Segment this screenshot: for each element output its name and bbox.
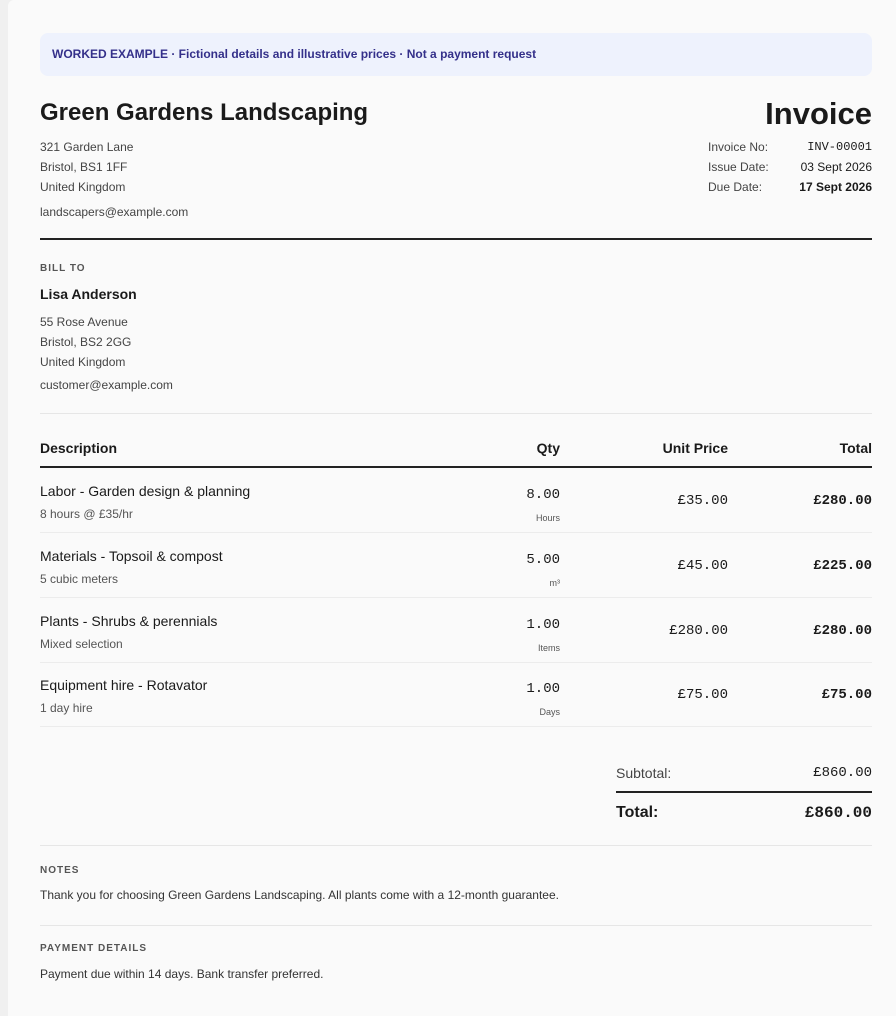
notes-label: NOTES [40,865,80,876]
summary-divider [40,845,872,846]
issue-date-label: Issue Date: [708,160,769,174]
total-header: Total [839,440,872,456]
subtotal-label: Subtotal: [616,765,672,781]
due-date-label: Due Date: [708,180,763,194]
table-row [40,662,872,727]
unit-price-header: Unit Price [662,440,728,456]
invoice-page [8,0,896,1016]
company-address-line: 321 Garden Lane [40,140,134,154]
item-description: Labor - Garden design & planning [40,483,251,499]
item-unit-price: £45.00 [677,558,728,574]
header-divider [40,238,872,240]
item-detail: 5 cubic meters [40,572,119,586]
issue-date-value: 03 Sept 2026 [800,160,872,174]
notes-divider [40,925,872,926]
item-total: £280.00 [813,493,872,509]
worked-example-banner: WORKED EXAMPLE · Fictional details and illustrative prices · Not a payment request [40,33,872,76]
item-description: Plants - Shrubs & perennials [40,613,218,629]
table-row [40,533,872,598]
item-qty: 1.00 [526,681,560,697]
total-value: £860.00 [804,804,872,822]
customer-email: customer@example.com [40,378,173,392]
customer-address-line: 55 Rose Avenue [40,315,128,329]
company-address-line: Bristol, BS1 1FF [40,160,128,174]
issue-date-row [708,157,872,177]
customer-address-line: United Kingdom [40,355,126,369]
payment-details-text: Payment due within 14 days. Bank transfer preferred. [40,967,324,981]
item-unit: Hours [535,513,560,523]
invoice-title: Invoice [765,96,872,131]
item-unit-price: £280.00 [669,623,728,639]
table-row [40,598,872,663]
total-label: Total: [616,804,659,821]
bill-to-label: BILL TO [40,263,86,274]
description-header: Description [40,440,118,456]
item-total: £225.00 [813,558,872,574]
bill-to-divider [40,413,872,414]
item-detail: Mixed selection [40,637,123,651]
company-name: Green Gardens Landscaping [40,99,369,126]
item-description: Materials - Topsoil & compost [40,548,223,564]
notes-text: Thank you for choosing Green Gardens Landscaping. All plants come with a 12-month guarantee. [40,888,559,902]
item-qty: 5.00 [526,552,560,568]
customer-name: Lisa Anderson [40,286,137,302]
item-qty: 1.00 [526,617,560,633]
item-unit: Days [539,707,560,717]
item-detail: 8 hours @ £35/hr [40,507,133,521]
item-detail: 1 day hire [40,701,93,715]
due-date-value: 17 Sept 2026 [799,180,872,194]
payment-details-label: PAYMENT DETAILS [40,943,148,954]
item-qty: 8.00 [526,487,560,503]
item-description: Equipment hire - Rotavator [40,677,208,693]
invoice-number-label: Invoice No: [708,140,769,154]
invoice-number-value: INV-00001 [807,140,872,154]
customer-address [40,312,131,372]
invoice-meta [708,137,872,197]
company-email: landscapers@example.com [40,205,189,219]
customer-address-line: Bristol, BS2 2GG [40,335,132,349]
item-unit: Items [537,643,560,653]
total-divider [616,791,872,793]
table-row [40,468,872,533]
qty-header: Qty [536,440,560,456]
item-total: £75.00 [821,687,872,703]
company-address [40,137,133,197]
item-total: £280.00 [813,623,872,639]
subtotal-value: £860.00 [813,765,872,781]
item-unit-price: £35.00 [677,493,728,509]
due-date-row [708,177,872,197]
item-unit: m³ [549,578,560,588]
invoice-number-row [708,137,872,157]
item-unit-price: £75.00 [677,687,728,703]
company-address-line: United Kingdom [40,180,126,194]
